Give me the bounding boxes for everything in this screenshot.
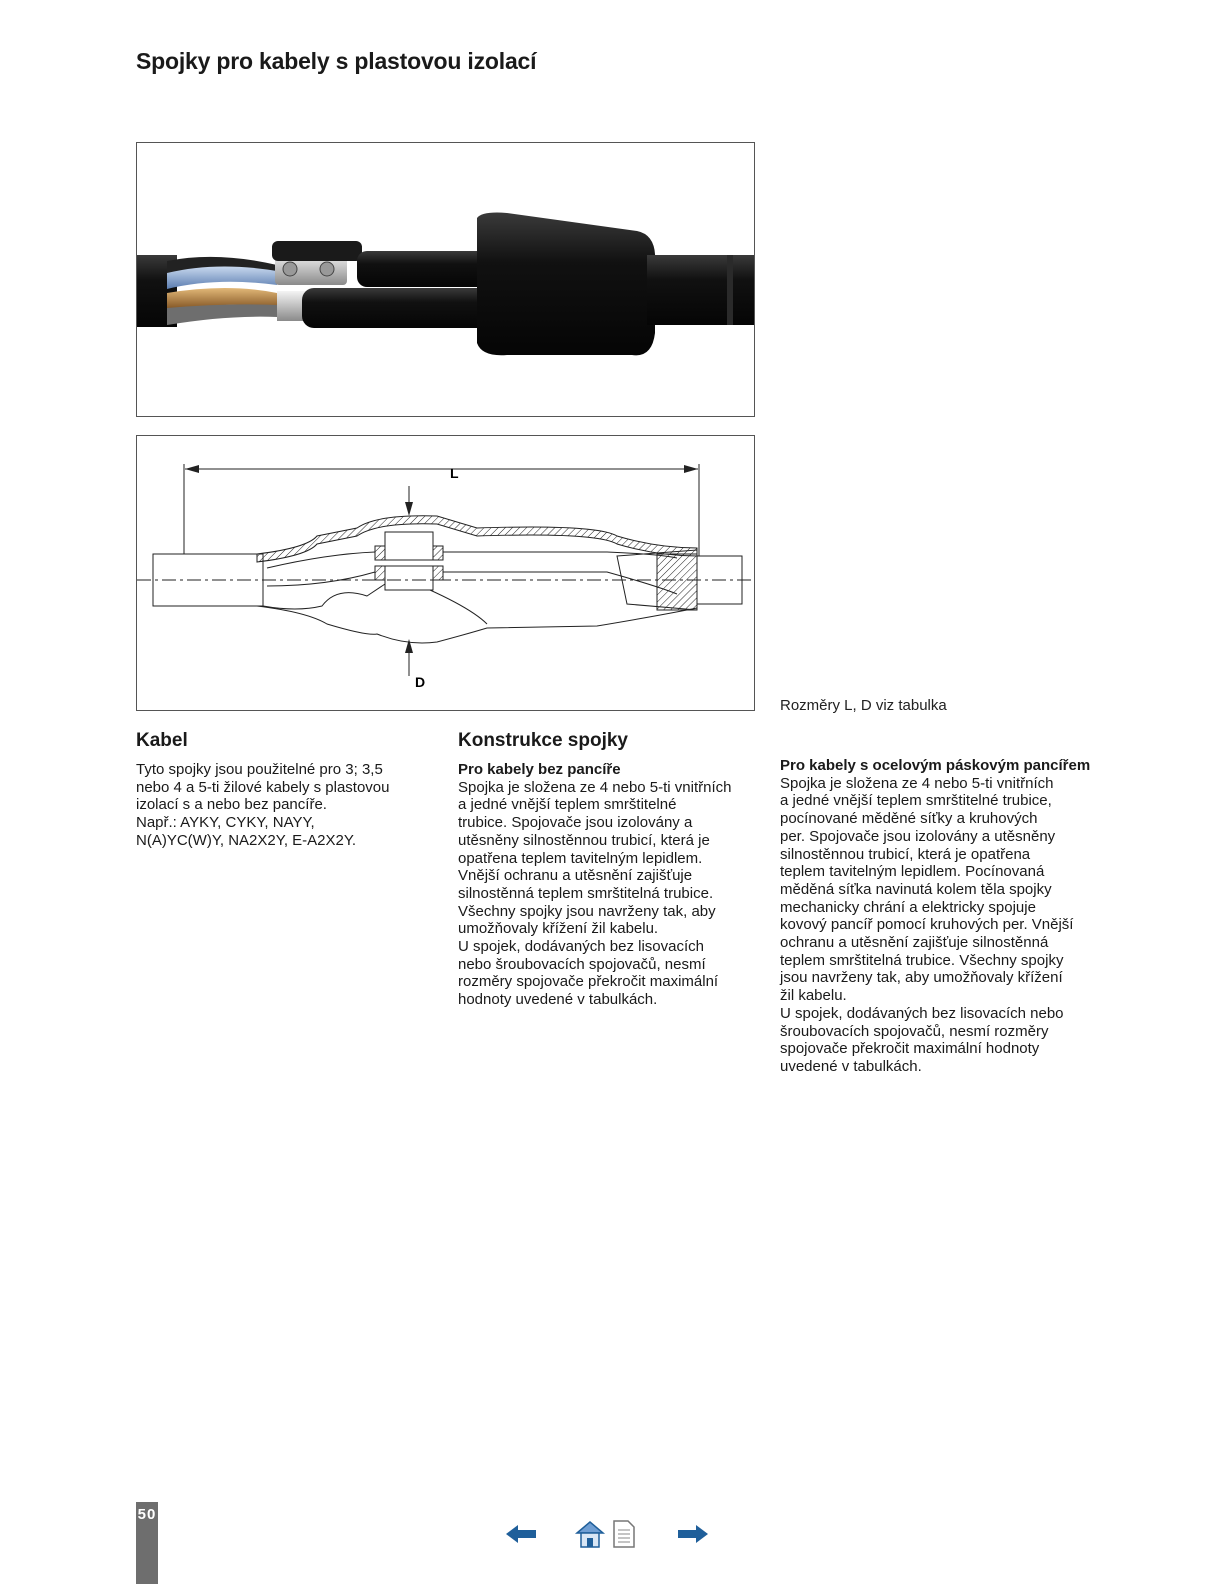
page-number: 50 (137, 1506, 157, 1523)
section-body: Tyto spojky jsou použitelné pro 3; 3,5 nebo 4 a 5-ti žilové kabely s plastovou izolací s a nebo bez pancíře. Např.: AYKY, CYKY, NAYY, N(A)YC(W)Y, NA2X2Y, E-A2X2Y. (136, 761, 390, 849)
home-icon[interactable] (574, 1518, 608, 1550)
section-heading: Kabel (136, 730, 188, 751)
section-pancir (780, 757, 1120, 1076)
product-photo (136, 142, 755, 417)
section-body: Spojka je složena ze 4 nebo 5-ti vnitřních a jedné vnější teplem smrštitelné trubice. Spojovače jsou izolovány a utěsněny silnostěnnou trubicí, která je opatřena teplem tavitelným lepidlem. Vnější ochranu a utěsnění zajišťuje silnostěnná teplem smrštitelná trubice. Všechny spojky jsou navrženy tak, aby umožňovaly křížení žil kabelu. U spojek, dodávaných bez lisovacích nebo šroubovacích spojovačů, nesmí rozměry spojovače překročit maximální hodnoty uvedené v tabulkách. (458, 778, 732, 1009)
dimension-D-label: D (415, 674, 426, 690)
technical-drawing (136, 435, 755, 711)
arrow-right-icon[interactable] (676, 1518, 710, 1550)
section-kabel (136, 730, 426, 850)
cross-section-diagram (137, 436, 754, 710)
section-body: Spojka je složena ze 4 nebo 5-ti vnitřních a jedné vnější teplem smrštitelné trubice, pocínované měděné síťky a kruhových per. Spojovače jsou izolovány a utěsněny silnostěnnou trubicí, která je opatřena teplem tavitelným lepidlem. Pocínovaná měděná síťka navinutá kolem těla spojky mechanicky chrání a elektricky spojuje kovový pancíř pomocí kruhových per. Vnější ochranu a utěsnění zajišťuje silnostěnná teplem smrštitelná trubice. Všechny spojky jsou navrženy tak, aby umožňovaly křížení žil kabelu. U spojek, dodávaných bez lisovacích nebo šroubovacích spojovačů, nesmí rozměry spojovače překročit maximální hodnoty uvedené v tabulkách. (780, 774, 1074, 1075)
page-number-bar (136, 1502, 158, 1584)
section-subheading: Pro kabely s ocelovým páskovým pancířem (780, 757, 1091, 774)
section-subheading: Pro kabely bez pancíře (458, 761, 621, 778)
dimension-L-label: L (450, 465, 459, 481)
cable-joint-photo (137, 143, 754, 416)
page-title: Spojky pro kabely s plastovou izolací (136, 48, 537, 74)
section-heading: Konstrukce spojky (458, 730, 628, 751)
figure-caption: Rozměry L, D viz tabulka (780, 697, 947, 714)
arrow-left-icon[interactable] (504, 1518, 538, 1550)
section-konstrukce (458, 730, 758, 1009)
document-icon[interactable] (610, 1518, 644, 1550)
